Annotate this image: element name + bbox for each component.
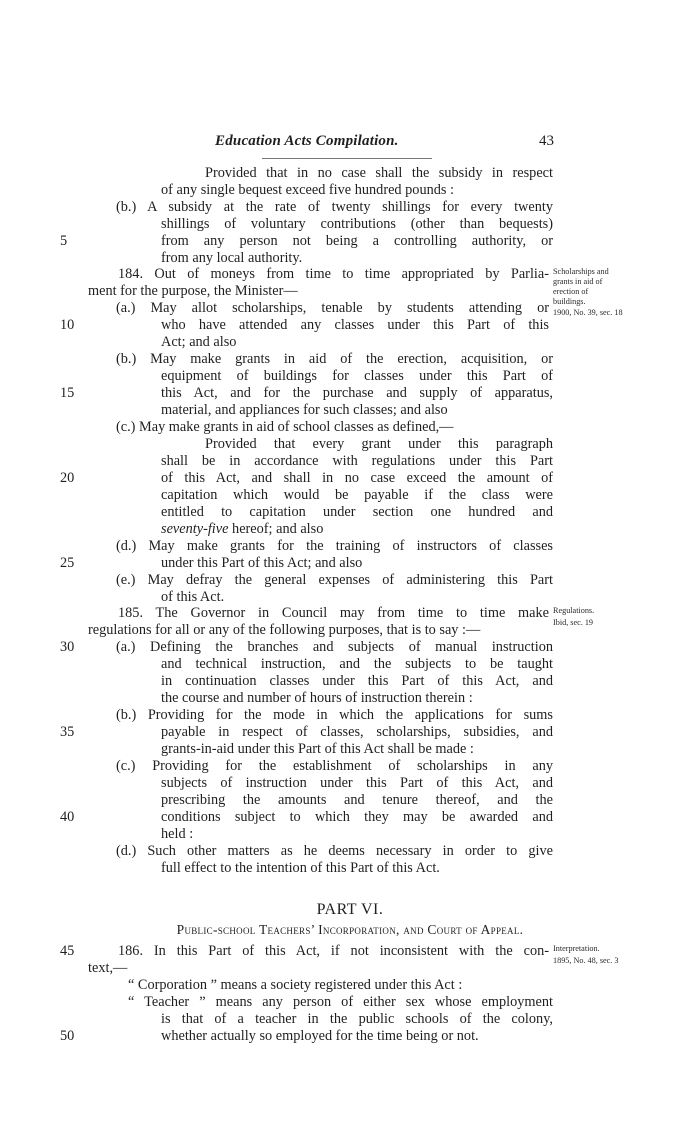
line-number: 10 <box>60 317 75 333</box>
text-line: Provided that every grant under this paragraph <box>205 436 553 452</box>
text-line: seventy-five hereof; and also <box>161 521 324 537</box>
text-line: whether actually so employed for the time being or not. <box>161 1028 479 1044</box>
line-number: 50 <box>60 1028 75 1044</box>
text-line: is that of a teacher in the public schools of the colony, <box>161 1011 553 1027</box>
text-line: 186. In this Part of this Act, if not inconsistent with the con- <box>118 943 549 959</box>
text-line: capitation which would be payable if the class were <box>161 487 553 503</box>
text-line: (d.) May make grants for the training of instructors of classes <box>116 538 553 554</box>
marginal-note: Interpretation. <box>553 944 600 953</box>
marginal-note: buildings. <box>553 297 586 306</box>
marginal-note: 1900, No. 39, sec. 18 <box>553 308 623 317</box>
text-line: (b.) Providing for the mode in which the applications for sums <box>116 707 553 723</box>
marginal-note: Regulations. <box>553 606 595 615</box>
marginal-note: grants in aid of <box>553 277 603 286</box>
line-number: 45 <box>60 943 75 959</box>
text-line: (a.) Defining the branches and subjects of manual instruction <box>116 639 553 655</box>
text-line: grants-in-aid under this Part of this Act shall be made : <box>161 741 474 757</box>
text-line: of this Act, and shall in no case exceed the amount of <box>161 470 553 486</box>
text-line: (c.) Providing for the establishment of scholarships in any <box>116 758 553 774</box>
text-line: of this Act. <box>161 589 225 605</box>
marginal-note: erection of <box>553 287 589 296</box>
line-number: 40 <box>60 809 75 825</box>
part-subheading: Public-school Teachers’ Incorporation, and Court of Appeal. <box>176 922 524 937</box>
text-line: (e.) May defray the general expenses of administering this Part <box>116 572 553 588</box>
running-header <box>0 133 700 153</box>
text-line: ment for the purpose, the Minister— <box>88 283 298 299</box>
text-line: conditions subject to which they may be awarded and <box>161 809 553 825</box>
line-number: 15 <box>60 385 75 401</box>
text-line: subjects of instruction under this Part of this Act, and <box>161 775 553 791</box>
text-line: (b.) May make grants in aid of the erection, acquisition, or <box>116 351 553 367</box>
text-line: “ Teacher ” means any person of either sex whose employment <box>128 994 553 1010</box>
marginal-note: Scholarships and <box>553 267 609 276</box>
text-line: text,— <box>88 960 128 976</box>
text-line: shall be in accordance with regulations under this Part <box>161 453 553 469</box>
text-line: (b.) A subsidy at the rate of twenty shillings for every twenty <box>116 199 553 215</box>
marginal-note: Ibid, sec. 19 <box>553 618 594 627</box>
text-line: 185. The Governor in Council may from time to time make <box>118 605 549 621</box>
header-rule <box>262 158 432 159</box>
text-line: (d.) Such other matters as he deems necessary in order to give <box>116 843 553 859</box>
text-line: and technical instruction, and the subjects to be taught <box>161 656 553 672</box>
marginal-note: 1895, No. 48, sec. 3 <box>553 956 619 965</box>
text-line: Act; and also <box>161 334 237 350</box>
text-line: Provided that in no case shall the subsidy in respect <box>205 165 553 181</box>
line-number: 30 <box>60 639 75 655</box>
page-number: 43 <box>539 133 554 149</box>
text-line: this Act, and for the purchase and supply of apparatus, <box>161 385 553 401</box>
line-number: 20 <box>60 470 75 486</box>
text-line: (c.) May make grants in aid of school classes as defined,— <box>116 419 454 435</box>
text-line: from any local authority. <box>161 250 303 266</box>
text-line: full effect to the intention of this Part of this Act. <box>161 860 440 876</box>
line-number: 35 <box>60 724 75 740</box>
text-line: payable in respect of classes, scholarships, subsidies, and <box>161 724 553 740</box>
line-number: 25 <box>60 555 75 571</box>
text-line: the course and number of hours of instruction therein : <box>161 690 473 706</box>
text-line: prescribing the amounts and tenure thereof, and the <box>161 792 553 808</box>
text-line: shillings of voluntary contributions (other than bequests) <box>161 216 553 232</box>
part-heading: PART VI. <box>316 901 384 918</box>
text-line: material, and appliances for such classes; and also <box>161 402 448 418</box>
text-line: entitled to capitation under section one hundred and <box>161 504 553 520</box>
text-line: regulations for all or any of the following purposes, that is to say :— <box>88 622 481 638</box>
text-line: equipment of buildings for classes under this Part of <box>161 368 553 384</box>
text-line: who have attended any classes under this Part of this <box>161 317 549 333</box>
text-line: 184. Out of moneys from time to time appropriated by Parlia- <box>118 266 549 282</box>
text-line: of any single bequest exceed five hundred pounds : <box>161 182 455 198</box>
text-line: (a.) May allot scholarships, tenable by students attending or <box>116 300 549 316</box>
text-line: in continuation classes under this Part of this Act, and <box>161 673 553 689</box>
text-line: from any person not being a controlling authority, or <box>161 233 553 249</box>
line-number: 5 <box>60 233 68 249</box>
text-line: “ Corporation ” means a society registered under this Act : <box>128 977 463 993</box>
text-line: under this Part of this Act; and also <box>161 555 363 571</box>
running-title: Education Acts Compilation. <box>215 133 399 149</box>
text-line: held : <box>161 826 194 842</box>
